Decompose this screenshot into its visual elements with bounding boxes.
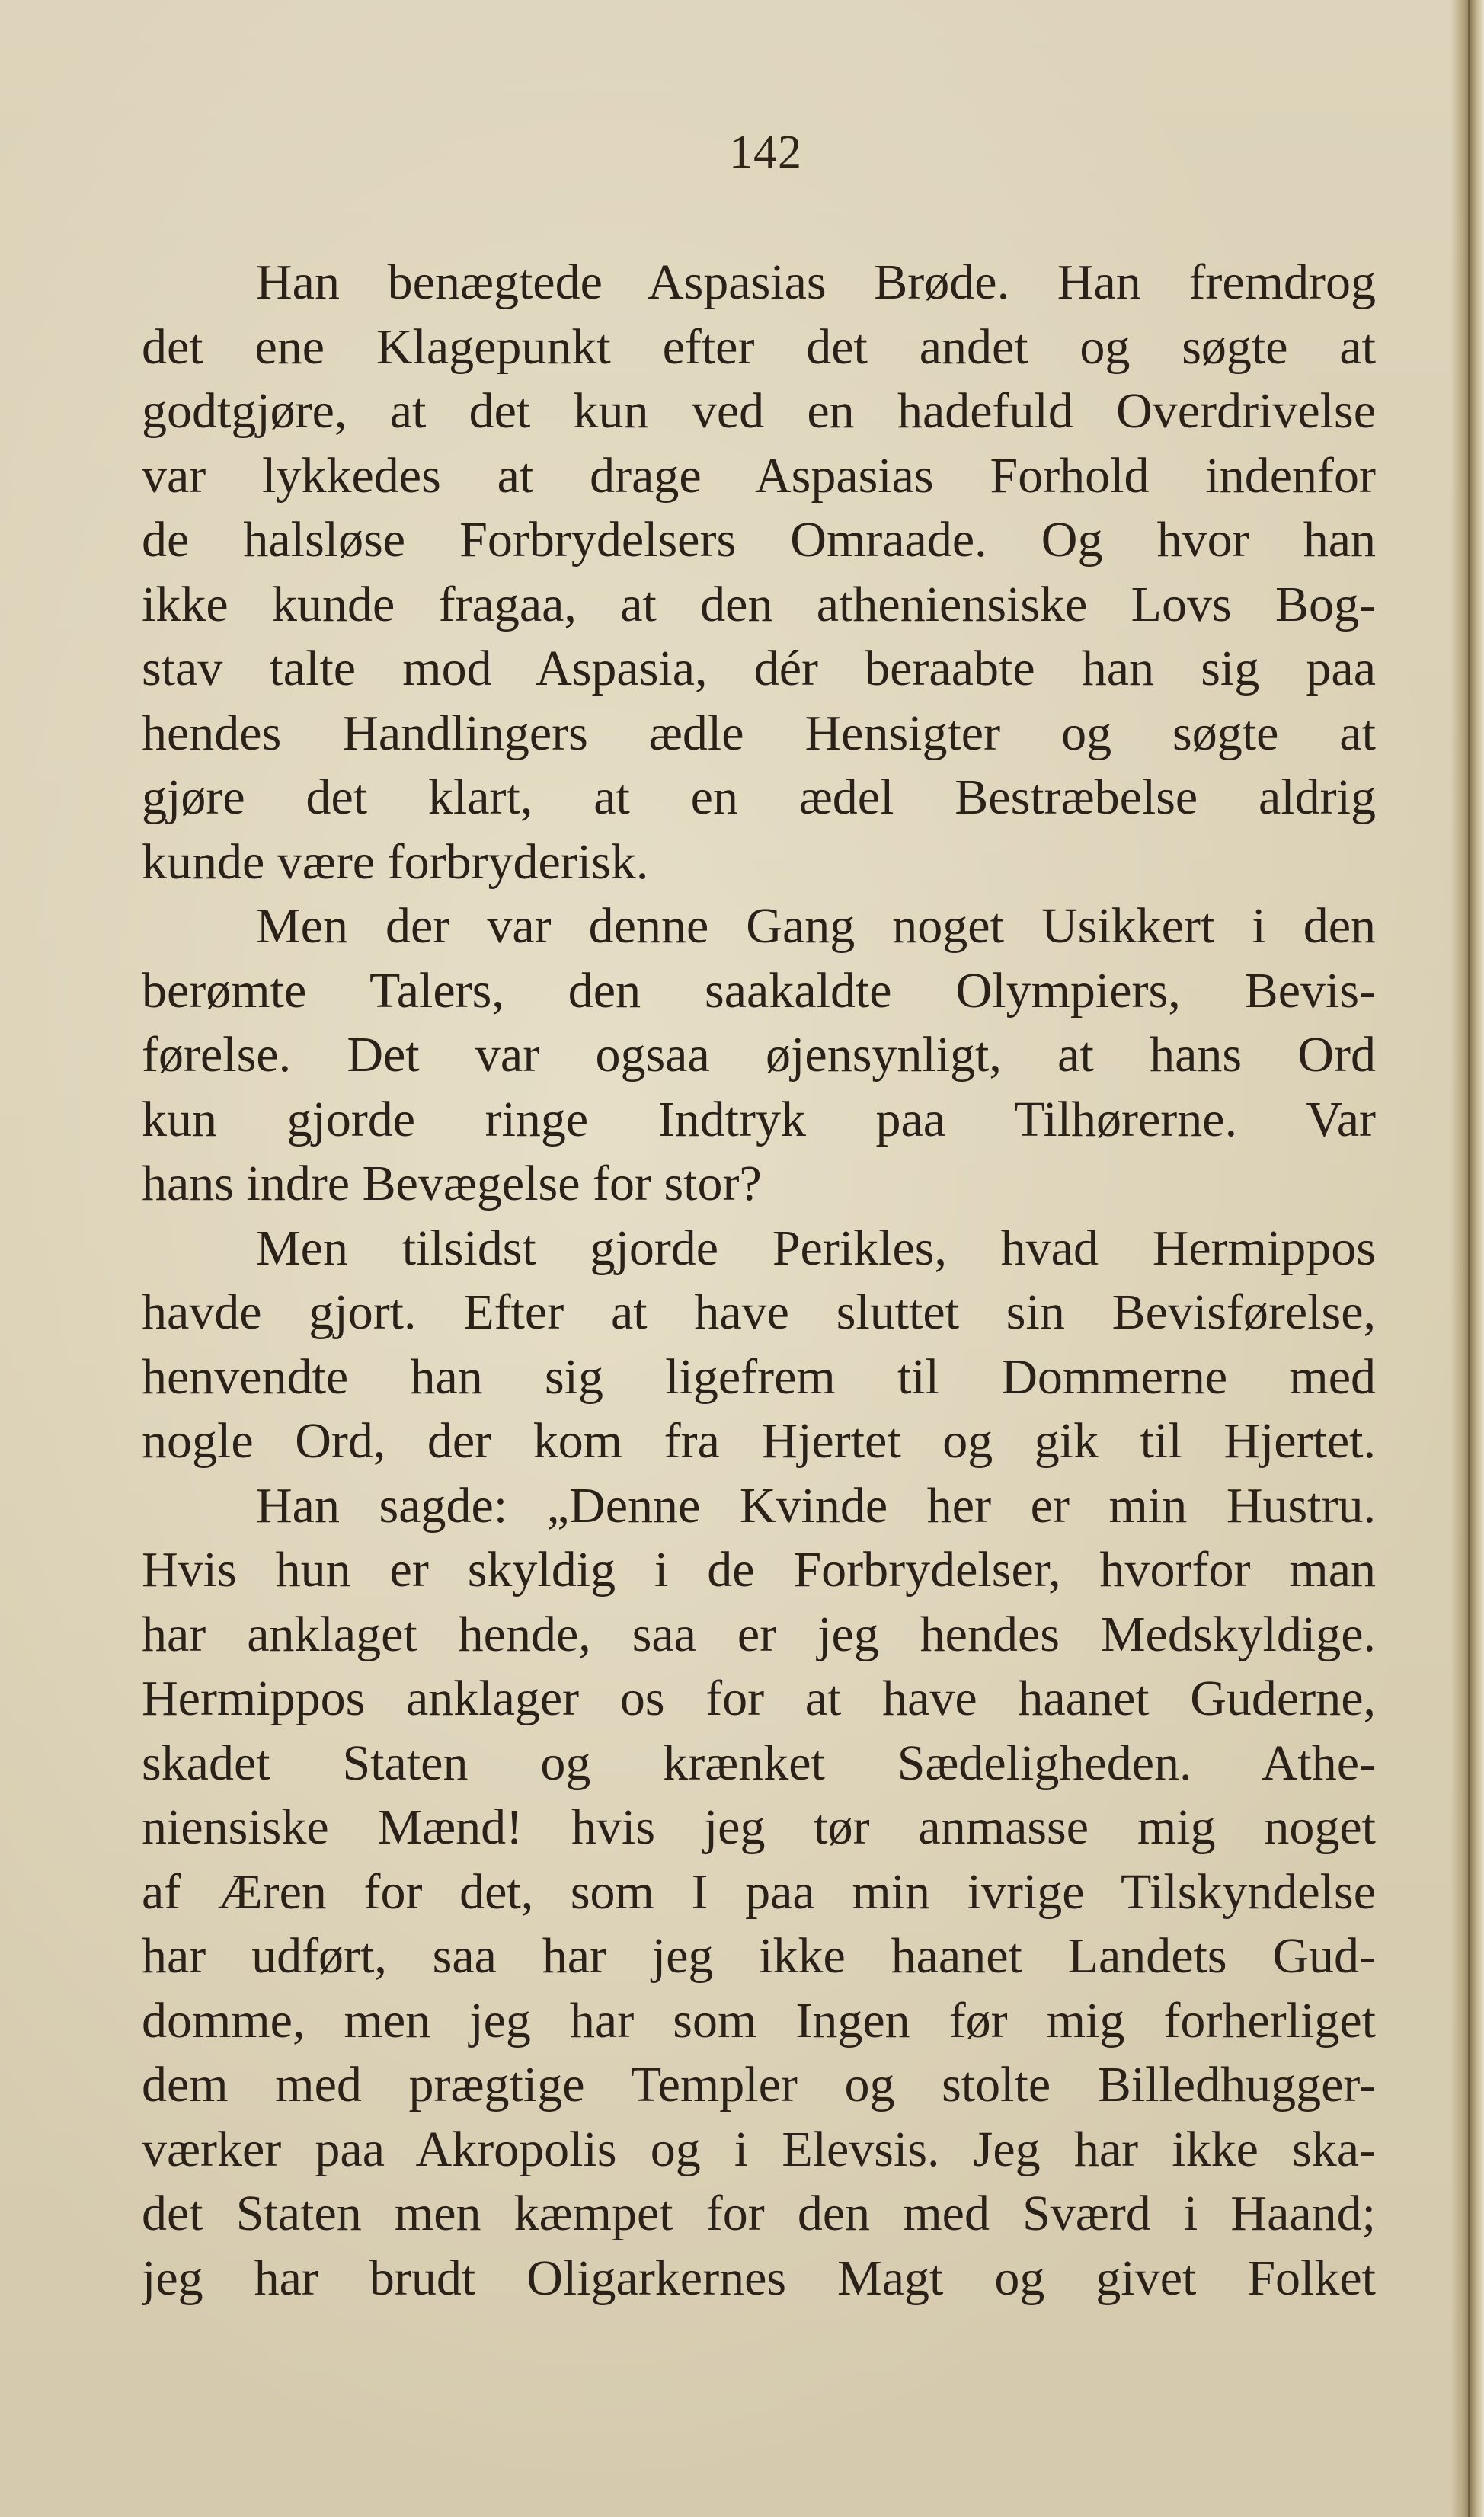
text-line: har anklaget hende, saa er jeg hendes Medskyldige. [142, 1606, 1376, 1662]
text-line: godtgjøre, at det kun ved en hadefuld Overdrivelse [142, 383, 1376, 439]
text-line: det Staten men kæmpet for den med Sværd i Haand; [142, 2186, 1376, 2241]
text-line: jeg har brudt Oligarkernes Magt og givet Folket [142, 2250, 1376, 2306]
text-line: Men tilsidst gjorde Perikles, hvad Hermippos [256, 1220, 1376, 1276]
text-line: var lykkedes at drage Aspasias Forhold indenfor [142, 447, 1376, 504]
text-line: det ene Klagepunkt efter det andet og søgte at [142, 318, 1376, 375]
text-line: henvendte han sig ligefrem til Dommerne med [142, 1348, 1376, 1405]
text-line: af Æren for det, som I paa min ivrige Tilskyndelse [142, 1863, 1376, 1920]
text-line: kun gjorde ringe Indtryk paa Tilhørerne. Var [142, 1091, 1376, 1147]
text-line: førelse. Det var ogsaa øjensynligt, at hans Ord [142, 1027, 1376, 1083]
body-text [142, 251, 1376, 2311]
text-line: havde gjort. Efter at have sluttet sin Bevisførelse, [142, 1284, 1376, 1340]
text-line: Men der var denne Gang noget Usikkert i den [256, 898, 1376, 954]
text-line: Han benægtede Aspasias Brøde. Han fremdrog [256, 254, 1376, 310]
text-line: niensiske Mænd! hvis jeg tør anmasse mig noget [142, 1799, 1376, 1855]
binding-line [1468, 0, 1470, 2517]
text-line: kunde være forbryderisk. [142, 833, 649, 890]
text-line: skadet Staten og krænket Sædeligheden. Athe- [142, 1735, 1376, 1791]
text-line: domme, men jeg har som Ingen før mig forherliget [142, 1992, 1376, 2048]
text-line: de halsløse Forbrydelsers Omraade. Og hvor han [142, 512, 1376, 568]
text-line: dem med prægtige Templer og stolte Billedhugger- [142, 2057, 1376, 2112]
text-line: har udført, saa har jeg ikke haanet Landets Gud- [142, 1928, 1376, 1984]
text-line: ikke kunde fragaa, at den atheniensiske Lovs Bog- [142, 576, 1376, 632]
text-line: nogle Ord, der kom fra Hjertet og gik til Hjertet. [142, 1413, 1376, 1469]
text-line: værker paa Akropolis og i Elevsis. Jeg har ikke ska- [142, 2121, 1376, 2177]
text-line: hendes Handlingers ædle Hensigter og søgte at [142, 705, 1376, 761]
text-line: berømte Talers, den saakaldte Olympiers, Bevis- [142, 962, 1376, 1019]
text-line: Hvis hun er skyldig i de Forbrydelser, hvorfor man [142, 1542, 1376, 1598]
text-line: hans indre Bevægelse for stor? [142, 1156, 762, 1211]
text-line: stav talte mod Aspasia, dér beraabte han sig paa [142, 641, 1376, 696]
text-line: gjøre det klart, at en ædel Bestræbelse aldrig [142, 769, 1376, 825]
page-edge [1450, 0, 1484, 2517]
page-number: 142 [729, 126, 802, 178]
text-line: Han sagde: „Denne Kvinde her er min Hustru. [256, 1477, 1376, 1534]
text-line: Hermippos anklager os for at have haanet Guderne, [142, 1671, 1376, 1726]
